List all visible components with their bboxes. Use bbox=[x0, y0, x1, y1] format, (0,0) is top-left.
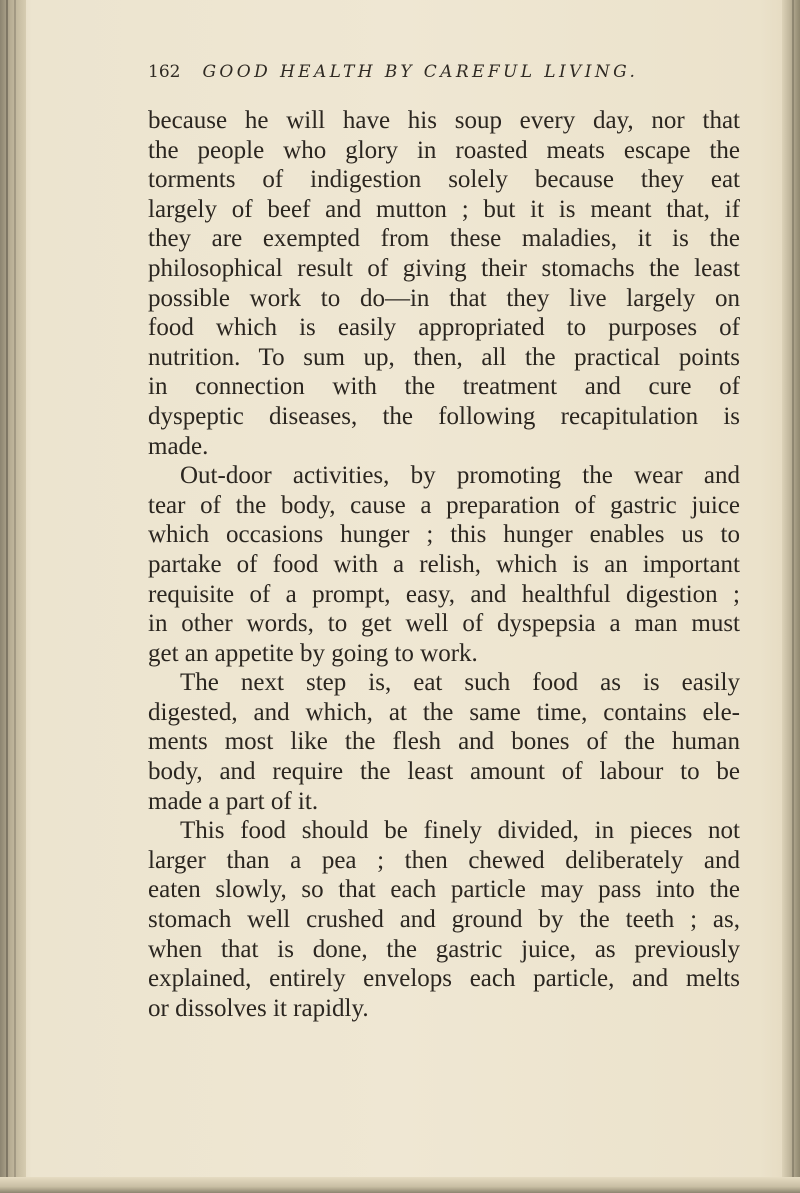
text-line: partake of food with a relish, which is an important bbox=[148, 550, 740, 578]
running-title: GOOD HEALTH BY CAREFUL LIVING. bbox=[202, 62, 639, 82]
page-gutter bbox=[0, 0, 26, 1193]
running-head bbox=[148, 62, 708, 92]
text-line: nutrition. To sum up, then, all the practical points bbox=[148, 343, 740, 371]
text-line: eaten slowly, so that each particle may pass into the bbox=[148, 876, 740, 904]
text-line: possible work to do—in that they live largely on bbox=[148, 284, 740, 312]
text-line: Out-door activities, by promoting the wear and bbox=[180, 462, 740, 490]
text-line: largely of beef and mutton ; but it is meant that, if bbox=[148, 195, 740, 223]
text-line: body, and require the least amount of labour to be bbox=[148, 758, 740, 786]
text-line: torments of indigestion solely because they eat bbox=[148, 166, 740, 194]
text-line: they are exempted from these maladies, it is the bbox=[148, 225, 740, 253]
binding-line bbox=[14, 0, 16, 1193]
text-line: in other words, to get well of dyspepsia a man must bbox=[148, 610, 740, 638]
text-line: explained, entirely envelops each particle, and melts bbox=[148, 965, 740, 993]
text-line: the people who glory in roasted meats escape the bbox=[148, 136, 740, 164]
page-edge-shadow bbox=[792, 0, 794, 1193]
text-line: or dissolves it rapidly. bbox=[148, 994, 369, 1022]
page-number: 162 bbox=[148, 62, 181, 82]
text-line: requisite of a prompt, easy, and healthful digestion ; bbox=[148, 580, 740, 608]
text-line: because he will have his soup every day, nor that bbox=[148, 107, 740, 134]
text-line: in connection with the treatment and cure of bbox=[148, 373, 740, 401]
text-line: which occasions hunger ; this hunger enables us to bbox=[148, 521, 740, 549]
text-line: dyspeptic diseases, the following recapitulation is bbox=[148, 402, 740, 430]
text-line: ments most like the flesh and bones of the human bbox=[148, 728, 740, 756]
body-text bbox=[148, 106, 740, 1023]
text-line: tear of the body, cause a preparation of gastric juice bbox=[148, 491, 740, 519]
page-bottom-edge bbox=[0, 1177, 800, 1193]
text-line: larger than a pea ; then chewed deliberately and bbox=[148, 846, 740, 874]
text-line: philosophical result of giving their stomachs the least bbox=[148, 254, 740, 282]
text-line: made. bbox=[148, 432, 209, 460]
text-line: made a part of it. bbox=[148, 787, 319, 815]
text-line: get an appetite by going to work. bbox=[148, 639, 478, 667]
page-edge bbox=[782, 0, 800, 1193]
binding-line bbox=[6, 0, 8, 1193]
text-line: food which is easily appropriated to purposes of bbox=[148, 314, 740, 342]
text-line: digested, and which, at the same time, contains ele- bbox=[148, 698, 740, 726]
text-line: This food should be finely divided, in pieces not bbox=[180, 817, 740, 845]
text-line: The next step is, eat such food as is easily bbox=[180, 669, 740, 697]
text-line: when that is done, the gastric juice, as previously bbox=[148, 935, 740, 963]
text-line: stomach well crushed and ground by the teeth ; as, bbox=[148, 906, 740, 934]
